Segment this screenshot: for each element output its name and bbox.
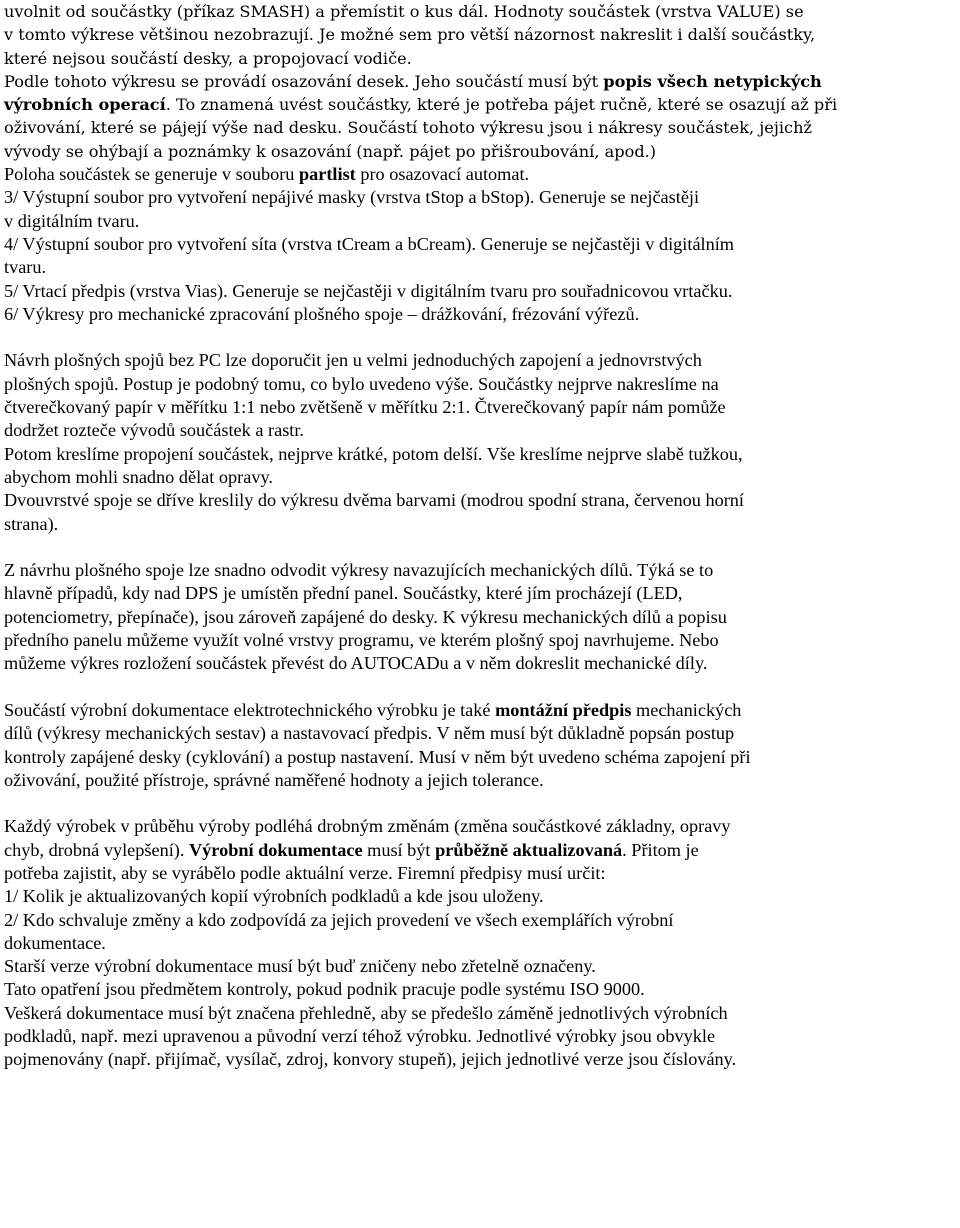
text-run: mechanických: [631, 699, 742, 720]
paragraph-gap: [4, 792, 956, 815]
text-run: vývody se ohýbají a poznámky k osazování (např. pájet po přišroubování, apod.): [4, 141, 657, 161]
text-run: Z návrhu plošného spoje lze snadno odvodit výkresy navazujících mechanických dílů. Týká se to: [4, 560, 714, 581]
text-line: [4, 862, 956, 885]
text-line: [4, 256, 956, 279]
text-line: [4, 582, 956, 605]
text-run: potřeba zajistit, aby se vyrábělo podle aktuální verze. Firemní předpisy musí určit:: [4, 862, 606, 883]
text-line: [4, 47, 956, 70]
text-line: [4, 116, 956, 139]
text-line: [4, 699, 956, 722]
text-line: [4, 280, 956, 303]
text-line: [4, 0, 956, 23]
text-run: 6/ Výkresy pro mechanické zpracování plošného spoje – drážkování, frézování výřezů.: [4, 303, 640, 324]
text-run: Tato opatření jsou předmětem kontroly, pokud podnik pracuje podle systému ISO 9000.: [4, 979, 645, 1000]
text-run: které nejsou součástí desky, a propojovací vodiče.: [4, 48, 412, 68]
text-run: pro osazovací automat.: [355, 164, 530, 185]
text-line: [4, 606, 956, 629]
text-line: [4, 396, 956, 419]
text-line: [4, 373, 956, 396]
text-line: [4, 909, 956, 932]
text-run: hlavně případů, kdy nad DPS je umístěn přední panel. Součástky, které jím procházejí (LED,: [4, 583, 683, 604]
text-line: [4, 140, 956, 163]
text-line: [4, 513, 956, 536]
text-line: [4, 839, 956, 862]
text-run: v tomto výkrese většinou nezobrazují. Je možné sem pro větší názornost nakreslit i další součástky,: [4, 25, 816, 45]
text-run: můžeme výkres rozložení součástek převést do AUTOCADu a v něm dokreslit mechanické díly.: [4, 653, 708, 674]
text-line: [4, 303, 956, 326]
text-run: tvaru.: [4, 257, 47, 278]
text-line: [4, 210, 956, 233]
text-run: abychom mohli snadno dělat opravy.: [4, 466, 273, 487]
paragraph-gap: [4, 676, 956, 699]
text-run: v digitálním tvaru.: [4, 210, 140, 231]
text-line: [4, 23, 956, 46]
text-run: předního panelu můžeme využít volné vrstvy programu, ve kterém plošný spoj navrhujeme. Nebo: [4, 630, 719, 651]
text-line: [4, 186, 956, 209]
text-run: plošných spojů. Postup je podobný tomu, co bylo uvedeno výše. Součástky nejprve nakreslíme na: [4, 373, 719, 394]
text-run: musí být: [362, 839, 436, 860]
text-run: podkladů, např. mezi upravenou a původní verzí téhož výrobku. Jednotlivé výrobky jsou obvykle: [4, 1026, 716, 1047]
text-line: [4, 489, 956, 512]
text-run: Součástí výrobní dokumentace elektrotechnického výrobku je také: [4, 699, 496, 720]
text-run: kontroly zapájené desky (cyklování) a postup nastavení. Musí v něm být uvedeno schéma zapojení při: [4, 746, 751, 767]
text-run: dodržet rozteče vývodů součástek a rastr.: [4, 420, 304, 441]
text-run: Dvouvrstvé spoje se dříve kreslily do výkresu dvěma barvami (modrou spodní strana, červenou horní: [4, 490, 744, 511]
text-line: [4, 349, 956, 372]
text-run: oživování, použité přístroje, správné naměřené hodnoty a jejich tolerance.: [4, 769, 544, 790]
text-line: [4, 978, 956, 1001]
text-run: Každý výrobek v průběhu výroby podléhá drobným změnám (změna součástkové základny, opravy: [4, 816, 731, 837]
bold-text-run: popis všech netypických: [603, 71, 822, 91]
text-run: 2/ Kdo schvaluje změny a kdo zodpovídá za jejich provedení ve všech exemplářích výrobní: [4, 909, 674, 930]
text-run: Poloha součástek se generuje v souboru: [4, 164, 299, 185]
text-run: 4/ Výstupní soubor pro vytvoření síta (vrstva tCream a bCream). Generuje se nejčastěji v digitálním: [4, 233, 734, 254]
text-line: [4, 932, 956, 955]
text-line: [4, 1025, 956, 1048]
text-run: dílů (výkresy mechanických sestav) a nastavovací předpis. V něm musí být důkladně popsán postup: [4, 723, 735, 744]
text-line: [4, 652, 956, 675]
text-run: Potom kreslíme propojení součástek, nejprve krátké, potom delší. Vše kreslíme nejprve slabě tužkou,: [4, 443, 743, 464]
text-line: [4, 955, 956, 978]
text-run: . To znamená uvést součástky, které je potřeba pájet ručně, které se osazují až při: [165, 95, 838, 115]
paragraph-gap: [4, 326, 956, 349]
text-run: chyb, drobná vylepšení).: [4, 839, 189, 860]
text-line: [4, 629, 956, 652]
text-run: strana).: [4, 513, 59, 534]
text-line: [4, 163, 956, 186]
text-run: Starší verze výrobní dokumentace musí být buď zničeny nebo zřetelně označeny.: [4, 956, 596, 977]
text-line: [4, 93, 956, 116]
bold-text-run: montážní předpis: [495, 699, 632, 720]
text-line: [4, 722, 956, 745]
text-line: [4, 1048, 956, 1071]
text-line: [4, 885, 956, 908]
text-run: Podle tohoto výkresu se provádí osazování desek. Jeho součástí musí být: [4, 71, 604, 91]
bold-text-run: Výrobní dokumentace: [189, 839, 363, 860]
text-run: 1/ Kolik je aktualizovaných kopií výrobních podkladů a kde jsou uloženy.: [4, 886, 544, 907]
text-run: 5/ Vrtací předpis (vrstva Vias). Generuje se nejčastěji v digitálním tvaru pro souřadnicovou vrtačku.: [4, 280, 733, 301]
bold-text-run: průběžně aktualizovaná: [435, 839, 623, 860]
text-line: [4, 746, 956, 769]
document-page: [4, 0, 956, 1072]
text-run: dokumentace.: [4, 932, 106, 953]
text-run: . Přitom je: [622, 839, 699, 860]
text-line: [4, 769, 956, 792]
text-run: Veškerá dokumentace musí být značena přehledně, aby se předešlo záměně jednotlivých výrobních: [4, 1002, 728, 1023]
text-run: čtverečkovaný papír v měřítku 1:1 nebo zvětšeně v měřítku 2:1. Čtverečkovaný papír nám pomůže: [4, 397, 726, 418]
text-line: [4, 233, 956, 256]
text-run: uvolnit od součástky (příkaz SMASH) a přemístit o kus dál. Hodnoty součástek (vrstva VALUE) se: [4, 2, 804, 21]
bold-text-run: partlist: [298, 164, 356, 185]
text-run: oživování, které se pájejí výše nad desku. Součástí tohoto výkresu jsou i nákresy součástek, jejichž: [4, 118, 812, 138]
text-run: potenciometry, přepínače), jsou zároveň zapájené do desky. K výkresu mechanických dílů a popisu: [4, 606, 727, 627]
text-run: Návrh plošných spojů bez PC lze doporučit jen u velmi jednoduchých zapojení a jednovrstvých: [4, 350, 702, 371]
text-line: [4, 419, 956, 442]
text-line: [4, 559, 956, 582]
text-line: [4, 70, 956, 93]
text-run: 3/ Výstupní soubor pro vytvoření nepájivé masky (vrstva tStop a bStop). Generuje se nejčastěji: [4, 187, 700, 208]
text-line: [4, 466, 956, 489]
text-line: [4, 1002, 956, 1025]
text-line: [4, 443, 956, 466]
text-line: [4, 815, 956, 838]
bold-text-run: výrobních operací: [4, 95, 166, 115]
paragraph-gap: [4, 536, 956, 559]
text-run: pojmenovány (např. přijímač, vysílač, zdroj, konvory stupeň), jejich jednotlivé verze jsou číslovány.: [4, 1049, 737, 1070]
